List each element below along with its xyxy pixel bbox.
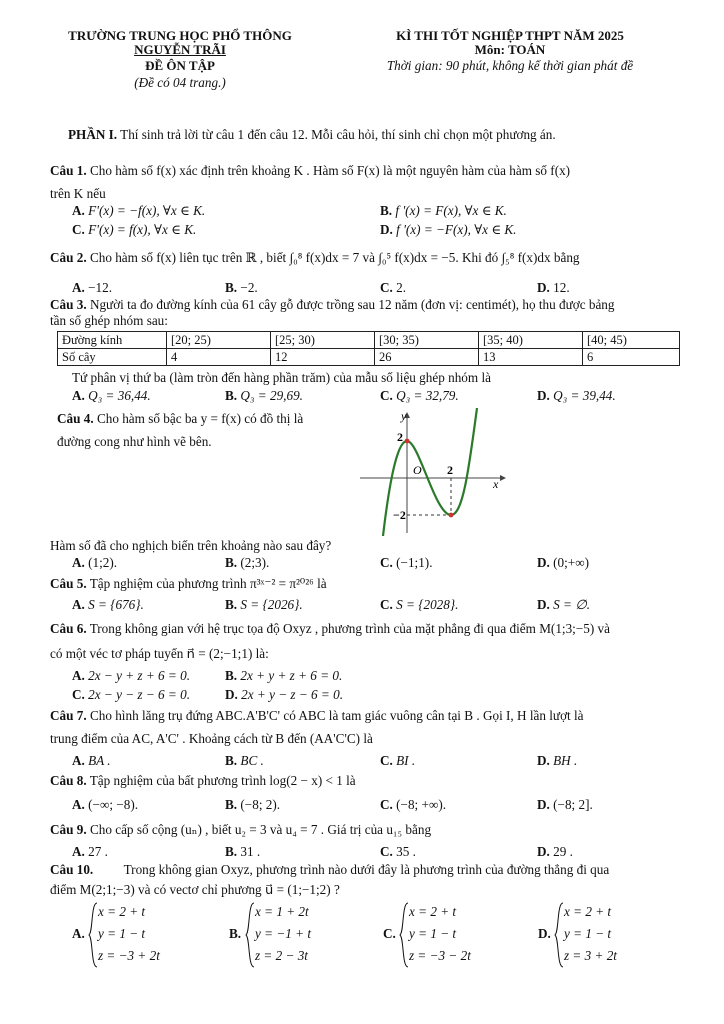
option-letter: D. — [537, 753, 550, 768]
q9-d-text: 29 . — [553, 844, 573, 859]
table-row — [58, 349, 680, 366]
q8-d-text: (−8; 2]. — [553, 797, 593, 812]
q9-b-text: 31 . — [240, 844, 261, 859]
q4-d-text: (0;+∞) — [553, 555, 590, 570]
q2-c-text: 2. — [396, 280, 407, 295]
q10-brace-b — [245, 902, 255, 968]
q9-option-d[interactable] — [537, 844, 573, 860]
doc-type: ĐỀ ÔN TẬP — [145, 58, 215, 73]
q5-text: Tập nghiệm của phương trình π³ˣ⁻² = π²⁰²⁶ là — [89, 576, 327, 591]
y-tick-neg2: −2 — [393, 508, 406, 522]
option-letter: A. — [72, 597, 85, 612]
q3-option-b[interactable] — [225, 388, 303, 404]
table-cell: [40; 45) — [583, 332, 680, 349]
q2-option-c[interactable] — [380, 280, 406, 296]
part1-heading — [68, 127, 556, 143]
q3-a-text: Q₃ = 36,44. — [88, 388, 151, 403]
q6-label: Câu 6. — [50, 621, 87, 636]
q7-d-text: BH . — [553, 753, 578, 768]
option-letter: A. — [72, 555, 85, 570]
q3-option-a[interactable] — [72, 388, 151, 404]
q10-a-y: y = 1 − t — [98, 926, 146, 941]
option-letter: D. — [537, 555, 550, 570]
q8-option-c[interactable] — [380, 797, 446, 813]
q9-label: Câu 9. — [50, 822, 87, 837]
q6-text: Trong không gian với hệ trục tọa độ Oxyz , phương trình của mặt phẳng đi qua điểm M(1;3;−5) và — [89, 621, 610, 636]
q8-c-text: (−8; +∞). — [396, 797, 447, 812]
option-letter: B. — [225, 597, 238, 612]
option-letter: A. — [72, 797, 85, 812]
option-letter: C. — [380, 844, 393, 859]
q1-option-c[interactable] — [72, 222, 196, 238]
q3-stem — [50, 297, 615, 313]
q10-a-z: z = −3 + 2t — [98, 948, 160, 963]
q9-c-text: 35 . — [396, 844, 416, 859]
q4-option-d[interactable] — [537, 555, 589, 571]
q3-option-d[interactable] — [537, 388, 616, 404]
q6-stem — [50, 621, 610, 637]
q9-a-text: 27 . — [88, 844, 108, 859]
q4-option-c[interactable] — [380, 555, 433, 571]
q2-stem — [50, 250, 580, 266]
q6-option-c[interactable] — [72, 687, 190, 703]
q10-c-x: x = 2 + t — [409, 904, 457, 919]
q10-b-z: z = 2 − 3t — [255, 948, 308, 963]
school-line-1: TRƯỜNG TRUNG HỌC PHỔ THÔNG — [68, 28, 292, 43]
origin-label: O — [413, 463, 422, 477]
q4-question: Hàm số đã cho nghịch biến trên khoảng nào sau đây? — [50, 538, 332, 553]
option-letter: D. — [537, 388, 550, 403]
q7-option-a[interactable] — [72, 753, 111, 769]
option-letter: C. — [380, 388, 393, 403]
q5-stem — [50, 576, 327, 592]
q10-a-x: x = 2 + t — [98, 904, 146, 919]
option-letter: B. — [225, 668, 238, 683]
q8-label: Câu 8. — [50, 773, 87, 788]
option-letter: A. — [72, 203, 85, 218]
q3-text-cont: tần số ghép nhóm sau: — [50, 313, 168, 328]
q4-label: Câu 4. — [57, 411, 94, 426]
q1-b-text: f '(x) = F(x), ∀x ∈ K. — [395, 203, 507, 218]
q8-a-text: (−∞; −8). — [88, 797, 139, 812]
q1-label: Câu 1. — [50, 163, 87, 178]
q1-text: Cho hàm số f(x) xác định trên khoảng K . Hàm số F(x) là một nguyên hàm của hàm số f(x) — [89, 163, 571, 178]
option-letter: C. — [72, 687, 85, 702]
q6-text-cont: có một véc tơ pháp tuyến n⃗ = (2;−1;1) là: — [50, 646, 269, 661]
q4-a-text: (1;2). — [88, 555, 118, 570]
table-cell: Đường kính — [58, 332, 167, 349]
subject: Môn: TOÁN — [474, 42, 546, 57]
option-letter: A. — [72, 388, 85, 403]
table-cell: 26 — [375, 349, 479, 366]
q1-option-b[interactable] — [380, 203, 507, 219]
option-letter: B. — [225, 388, 238, 403]
q10-option-b[interactable]: B. — [229, 926, 242, 941]
q5-option-c[interactable] — [380, 597, 458, 613]
table-row — [58, 332, 680, 349]
q5-option-b[interactable] — [225, 597, 303, 613]
q4-option-a[interactable] — [72, 555, 117, 571]
q3-text: Người ta đo đường kính của 61 cây gỗ được trồng sau 12 năm (đơn vị: centimét), họ thu được bảng — [89, 297, 615, 312]
option-letter: A. — [72, 753, 85, 768]
table-cell: [35; 40) — [479, 332, 583, 349]
q1-d-text: f '(x) = −F(x), ∀x ∈ K. — [396, 222, 517, 237]
q4-stem — [57, 411, 303, 427]
q7-option-d[interactable] — [537, 753, 577, 769]
q9-option-a[interactable] — [72, 844, 108, 860]
q4-c-text: (−1;1). — [396, 555, 433, 570]
option-letter: B. — [225, 555, 238, 570]
option-letter: A. — [72, 844, 85, 859]
q10-option-c[interactable]: C. — [383, 926, 396, 941]
option-letter: B. — [225, 280, 238, 295]
q8-stem — [50, 773, 356, 789]
q6-b-text: 2x + y + z + 6 = 0. — [240, 668, 343, 683]
q7-stem — [50, 708, 584, 724]
part1-instruction: Thí sinh trả lời từ câu 1 đến câu 12. Mỗi câu hỏi, thí sinh chỉ chọn một phương án. — [120, 127, 556, 142]
pages-note: (Đề có 04 trang.) — [134, 75, 226, 90]
q7-option-c[interactable] — [380, 753, 415, 769]
q7-c-text: BI . — [396, 753, 416, 768]
q5-label: Câu 5. — [50, 576, 87, 591]
q4-text: Cho hàm số bậc ba y = f(x) có đồ thị là — [96, 411, 304, 426]
table-cell: Số cây — [58, 349, 167, 366]
q9-option-b[interactable] — [225, 844, 260, 860]
q10-text-cont: điểm M(2;1;−3) và có vectơ chỉ phương u⃗ = (1;−1;2) ? — [50, 882, 340, 897]
q2-option-b[interactable] — [225, 280, 258, 296]
table-cell: 6 — [583, 349, 680, 366]
option-letter: D. — [537, 597, 550, 612]
y-tick-2: 2 — [397, 430, 403, 444]
option-letter: D. — [537, 797, 550, 812]
option-letter: C. — [380, 597, 393, 612]
q5-c-text: S = {2028}. — [396, 597, 459, 612]
q4-graph — [355, 408, 515, 536]
q4-b-text: (2;3). — [240, 555, 270, 570]
q3-d-text: Q₃ = 39,44. — [553, 388, 616, 403]
q5-a-text: S = {676}. — [88, 597, 144, 612]
q5-option-d[interactable] — [537, 597, 590, 613]
q5-option-a[interactable] — [72, 597, 144, 613]
option-letter: D. — [380, 222, 393, 237]
q7-text-cont: trung điểm của AC, A'C' . Khoảng cách từ B đến (AA'C'C) là — [50, 731, 373, 746]
table-cell: [30; 35) — [375, 332, 479, 349]
q10-brace-d — [554, 902, 564, 968]
q5-b-text: S = {2026}. — [240, 597, 303, 612]
option-letter: B. — [380, 203, 393, 218]
q2-option-d[interactable] — [537, 280, 570, 296]
q3-frequency-table — [57, 331, 680, 366]
q9-option-c[interactable] — [380, 844, 416, 860]
q10-b-x: x = 1 + 2t — [255, 904, 309, 919]
q5-d-text: S = ∅. — [553, 597, 590, 612]
q10-brace-a — [88, 902, 98, 968]
q6-a-text: 2x − y + z + 6 = 0. — [88, 668, 191, 683]
option-letter: C. — [380, 753, 393, 768]
q6-c-text: 2x − y − z − 6 = 0. — [88, 687, 191, 702]
q10-system-d — [564, 901, 617, 967]
option-letter: D. — [537, 844, 550, 859]
max-point — [405, 439, 410, 444]
q2-b-text: −2. — [240, 280, 258, 295]
x-axis-label: x — [493, 477, 499, 491]
q8-text: Tập nghiệm của bất phương trình log(2 − x) < 1 là — [89, 773, 356, 788]
q10-text: Trong không gian Oxyz, phương trình nào dưới đây là phương trình của đường thẳng đi qua — [123, 862, 610, 877]
q7-label: Câu 7. — [50, 708, 87, 723]
part1-title: PHẦN I. — [68, 127, 118, 142]
q10-option-a[interactable]: A. — [72, 926, 85, 941]
q6-option-d[interactable] — [225, 687, 343, 703]
q8-option-a[interactable] — [72, 797, 138, 813]
q9-stem — [50, 822, 431, 838]
time-note: Thời gian: 90 phút, không kể thời gian phát đề — [386, 58, 634, 73]
q1-text-cont: trên K nếu — [50, 186, 106, 201]
q2-a-text: −12. — [88, 280, 113, 295]
q8-option-b[interactable] — [225, 797, 280, 813]
q9-text: Cho cấp số cộng (uₙ) , biết u₂ = 3 và u₄ = 7 . Giá trị của u₁₅ bằng — [89, 822, 432, 837]
school-line-2: NGUYỄN TRÃI — [134, 42, 226, 57]
q4-text-cont: đường cong như hình vẽ bên. — [57, 434, 212, 449]
q10-d-y: y = 1 − t — [564, 926, 612, 941]
option-letter: B. — [225, 844, 238, 859]
q1-c-text: F'(x) = f(x), ∀x ∈ K. — [88, 222, 197, 237]
q2-label: Câu 2. — [50, 250, 87, 265]
option-letter: B. — [225, 797, 238, 812]
q10-system-a — [98, 901, 160, 967]
q3-b-text: Q₃ = 29,69. — [240, 388, 303, 403]
exam-title: KÌ THI TỐT NGHIỆP THPT NĂM 2025 — [396, 28, 624, 43]
q10-label: Câu 10. — [50, 862, 94, 877]
q10-system-c — [409, 901, 471, 967]
y-axis-label: y — [401, 409, 407, 423]
option-letter: C. — [72, 222, 85, 237]
q1-stem — [50, 163, 570, 179]
q3-option-c[interactable] — [380, 388, 459, 404]
min-point — [449, 513, 454, 518]
q10-c-z: z = −3 − 2t — [409, 948, 471, 963]
q7-a-text: BA . — [88, 753, 111, 768]
table-cell: 4 — [167, 349, 271, 366]
q7-option-b[interactable] — [225, 753, 264, 769]
q10-d-x: x = 2 + t — [564, 904, 612, 919]
option-letter: B. — [225, 753, 238, 768]
table-cell: 12 — [271, 349, 375, 366]
option-letter: A. — [72, 280, 85, 295]
q3-label: Câu 3. — [50, 297, 87, 312]
table-cell: [25; 30) — [271, 332, 375, 349]
option-letter: C. — [380, 280, 393, 295]
table-cell: [20; 25) — [167, 332, 271, 349]
table-cell: 13 — [479, 349, 583, 366]
option-letter: A. — [72, 668, 85, 683]
q7-b-text: BC . — [240, 753, 264, 768]
option-letter: D. — [225, 687, 238, 702]
option-letter: C. — [380, 797, 393, 812]
q2-d-text: 12. — [553, 280, 570, 295]
q3-c-text: Q₃ = 32,79. — [396, 388, 459, 403]
q6-d-text: 2x + y − z − 6 = 0. — [241, 687, 344, 702]
q4-option-b[interactable] — [225, 555, 269, 571]
q1-option-d[interactable] — [380, 222, 516, 238]
x-tick-2: 2 — [447, 463, 453, 477]
q6-option-b[interactable] — [225, 668, 342, 684]
q10-d-z: z = 3 + 2t — [564, 948, 617, 963]
q2-text: Cho hàm số f(x) liên tục trên ℝ , biết ∫₀⁸ f(x)dx = 7 và ∫₀⁵ f(x)dx = −5. Khi đó ∫₅⁸ f(x)dx bằng — [89, 250, 580, 265]
q6-option-a[interactable] — [72, 668, 190, 684]
q8-option-d[interactable] — [537, 797, 593, 813]
q10-brace-c — [399, 902, 409, 968]
q10-b-y: y = −1 + t — [255, 926, 311, 941]
q10-system-b — [255, 901, 311, 967]
q10-c-y: y = 1 − t — [409, 926, 457, 941]
q1-option-a[interactable] — [72, 203, 205, 219]
q8-b-text: (−8; 2). — [240, 797, 281, 812]
option-letter: D. — [537, 280, 550, 295]
q10-stem — [50, 862, 609, 878]
q10-option-d[interactable]: D. — [538, 926, 551, 941]
option-letter: C. — [380, 555, 393, 570]
q2-option-a[interactable] — [72, 280, 112, 296]
q3-question: Tứ phân vị thứ ba (làm tròn đến hàng phần trăm) của mẫu số liệu ghép nhóm là — [72, 370, 491, 385]
q7-text: Cho hình lăng trụ đứng ABC.A'B'C' có ABC là tam giác vuông cân tại B . Gọi I, H lần lượt là — [89, 708, 584, 723]
q1-a-text: F'(x) = −f(x), ∀x ∈ K. — [88, 203, 206, 218]
